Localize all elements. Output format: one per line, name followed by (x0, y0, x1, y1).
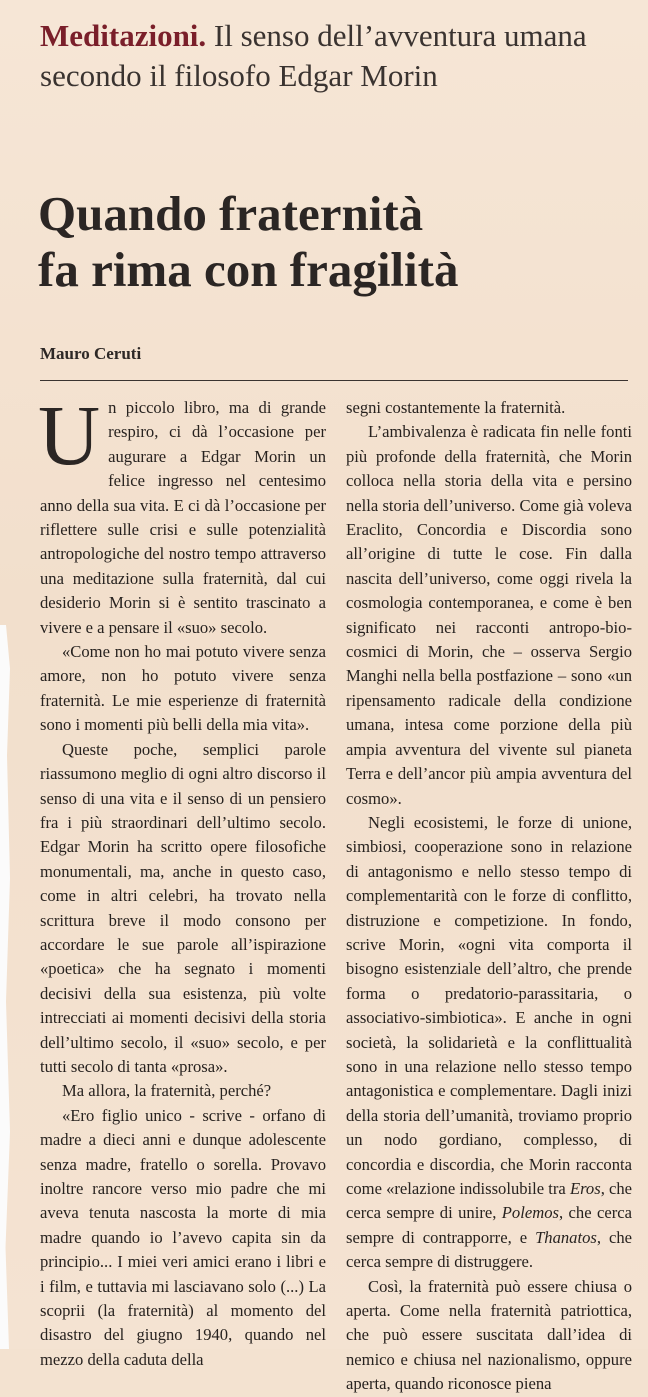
italic-term: Eros (569, 1179, 601, 1198)
paragraph: Così, la fraternità può essere chiusa o aperta. Come nella fraternità patriottica, che può essere suscitata dall’idea di nemico e chiusa nel nazionalismo, oppure aperta, quando riconosce piena (346, 1276, 632, 1394)
headline-line-1: Quando fraternità (38, 186, 424, 241)
paragraph: Negli ecosistemi, le forze di unione, simbiosi, cooperazione sono in relazione di antagonismo e nello stesso tempo di complementarità con le forze di conflitto, distruzione e competizione. In fondo, scrive Morin, «ogni vita comporta il bisogno esistenziale dell’altro, che prende forma o predatorio-parassitaria, o associativo-simbiotica». E anche in ogni società, la solidarietà e la conflittualità sono in una relazione nello stesso tempo antagonistica e complementare. Dagli inizi della storia dell’umanità, troviamo proprio un nodo gordiano, complesso, di concordia e discordia, che Morin racconta come «relazione indissolubile tra Eros, che cerca sempre di unire, Polemos, che cerca sempre di contrapporre, e Thanatos, che cerca sempre di distruggere. (346, 812, 633, 1272)
italic-term: Thanatos (535, 1227, 597, 1247)
kicker-text: Il senso dell’avventura umana secondo il filosofo Edgar Morin (40, 18, 587, 93)
paragraph: segni costantemente la fraternità. (346, 398, 566, 417)
paragraph: Un piccolo libro, ma di grande respiro, ci dà l’occasione per augurare a Edgar Morin un felice ingresso nel centesimo anno della sua vita. E ci dà l’occasione per riflettere sulle crisi e sulle potenzialità antropologiche del nostro tempo attraverso una meditazione sulla fraternità, dal cui desiderio Morin si è sentito trascinato a vivere e a pensare il «suo» secolo. (38, 387, 326, 637)
left-column (38, 387, 326, 1372)
drop-cap: U (38, 387, 101, 483)
headline (38, 186, 638, 298)
paragraph: Queste poche, semplici parole riassumono meglio di ogni altro discorso il senso di una vita e il senso di un pensiero fra i più straordinari dell’ultimo secolo. Edgar Morin ha scritto opere filosofiche monumentali, ma, anche in questo caso, come in altri celebri, ha trovato nella scrittura breve il modo consono per accordare le sue parole all’ispirazione «poetica» che ha segnato i momenti decisivi della sua esistenza, più volte intrecciati ai momenti decisivi della storia dell’ultimo secolo, il «suo» secolo, e per tutti secolo di tanta «prosa». (40, 739, 326, 1076)
section-label: Meditazioni. (40, 18, 207, 53)
headline-line-2: fa rima con fragilità (38, 242, 459, 297)
paragraph: L’ambivalenza è radicata fin nelle fonti più profonde della fraternità, che Morin colloca nella storia della vita e persino nella storia dell’universo. Come già voleva Eraclito, Concordia e Discordia sono all’origine di tutte le cose. Fin dalla nascita dell’universo, come oggi rivela la cosmologia contemporanea, e come è ben significato nei racconti antropo-bio-cosmici di Morin, che – osserva Sergio Manghi nella bella postfazione – sono «un ripensamento radicale della condizione umana, intesa come porzione della più ampia avventura del vivente sul pianeta Terra e dell’ancor più ampia avventura del cosmo». (346, 422, 632, 808)
divider-rule (40, 380, 628, 381)
torn-edge (0, 625, 10, 1349)
kicker (40, 16, 640, 96)
paragraph: «Come non ho mai potuto vivere senza amore, non ho potuto vivere senza fraternità. Le mie esperienze di fraternità sono i momenti più belli della mia vita». (40, 642, 326, 735)
paragraph: Ma allora, la fraternità, perché? (62, 1081, 272, 1101)
right-column (346, 396, 632, 1397)
italic-term: Polemos (501, 1203, 559, 1223)
byline: Mauro Ceruti (40, 344, 142, 363)
paragraph: «Ero figlio unico - scrive - orfano di madre a dieci anni e dunque adolescente senza madre, fratello o sorella. Provavo inoltre rancore verso mio padre che mi aveva tenuta nascosta la morte di mia madre quando io l’avevo capita sin da principio... I miei veri amici erano i libri e i film, e tuttavia mi lasciavano solo (...) La scoprii (la fraternità) al momento del disastro del giugno 1940, quando nel mezzo della caduta della (40, 1105, 326, 1369)
